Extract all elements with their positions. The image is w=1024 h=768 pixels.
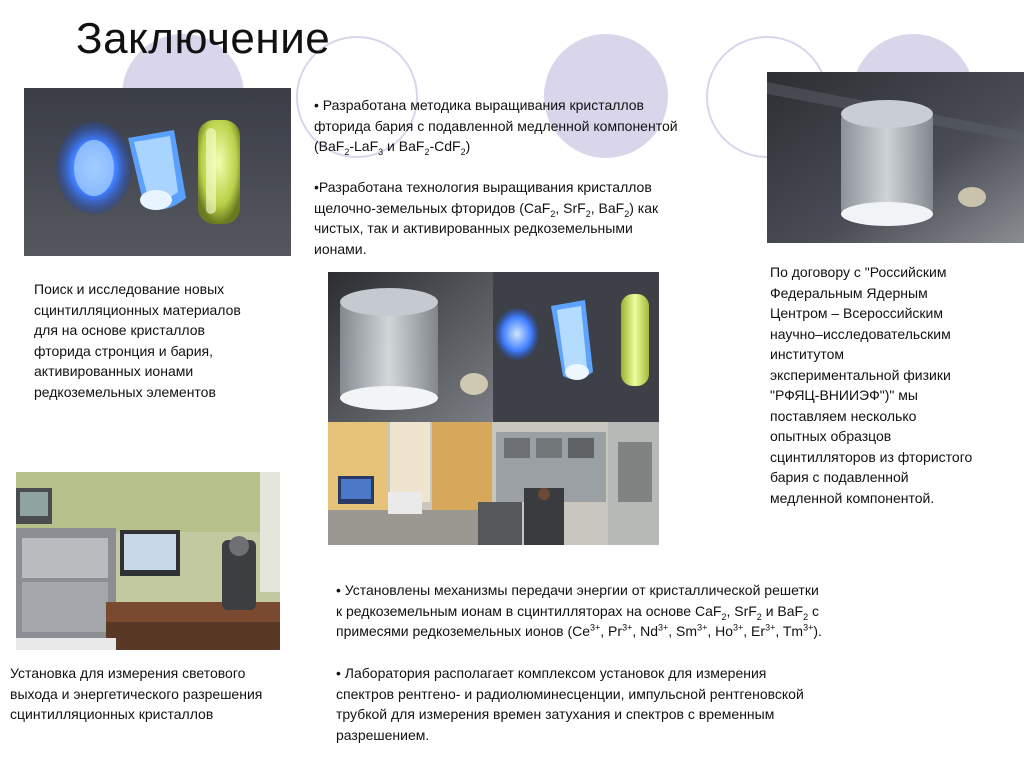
text-line: чистых, так и активированных редкоземельными <box>314 220 633 236</box>
text-line: институтом <box>770 346 845 362</box>
clear-crystal-photo <box>767 72 1024 243</box>
text-line: поставляем несколько <box>770 407 917 424</box>
text-line: Федеральным Ядерным <box>770 284 928 301</box>
contract-caption <box>770 262 1020 508</box>
text-line: сцинтилляторов из фтористого <box>770 448 973 465</box>
page-title: Заключение <box>76 14 331 63</box>
text-line: медленной компонентой. <box>770 489 935 506</box>
text-line: Поиск и исследование новых <box>34 281 225 297</box>
collage-lab-photo <box>328 422 659 545</box>
text-line: • Разработана методика выращивания кристаллов <box>314 97 644 113</box>
text-line: По договору с "Российским <box>770 264 947 280</box>
text-line: • Установлены механизмы передачи энергии от кристаллической решетки <box>336 582 819 598</box>
text-line: Центром – Всероссийским <box>770 305 943 321</box>
bullet-energy-transfer <box>336 580 936 642</box>
research-caption <box>34 279 284 402</box>
text-line: •Разработана технология выращивания кристаллов <box>314 179 652 195</box>
text-line: "РФЯЦ-ВНИИЭФ")" мы <box>770 387 918 403</box>
text-line: разрешением. <box>336 726 430 743</box>
crystals-glow-photo <box>24 88 291 256</box>
text-line: (BaF$_2$-LaF$_3$ и BaF$_2$-CdF$_2$) <box>314 138 471 157</box>
text-line: активированных ионами <box>34 363 194 379</box>
text-line: спектров рентгено- и радиолюминесценции, импульсной рентгеновской <box>336 685 804 702</box>
collage-clear-crystal-photo <box>328 272 493 422</box>
text-line: трубкой для измерения времен затухания и спектров с временным <box>336 706 775 722</box>
text-line: фторида бария с подавленной медленной компонентой <box>314 117 678 134</box>
text-line: редкоземельных элементов <box>34 383 216 400</box>
text-line: Установка для измерения светового <box>10 665 246 681</box>
bullet-method <box>314 95 744 157</box>
text-line: к редкоземельным ионам в сцинтилляторах на основе CaF$_2$, SrF$_2$ и BaF$_2$ с <box>336 602 819 622</box>
text-line: для на основе кристаллов <box>34 322 205 338</box>
collage-crystals-glow-photo <box>493 272 659 422</box>
text-line: примесями редкоземельных ионов ($Ce^{3+}$, $Pr^{3+}$, $Nd^{3+}$, $Sm^{3+}$, $Ho^{3+}$, $Er^{3+}$, $Tm^{3+}$). <box>336 622 822 639</box>
setup-photo <box>16 472 280 650</box>
text-line: щелочно-земельных фторидов (CaF$_2$, SrF$_2$, BaF$_2$) как <box>314 199 659 219</box>
text-line: бария с подавленной <box>770 469 909 485</box>
text-line: экспериментальной физики <box>770 366 951 383</box>
setup-caption <box>10 663 310 725</box>
bullet-laboratory <box>336 663 936 745</box>
text-line: сцинтилляционных кристаллов <box>10 706 214 722</box>
text-line: научно–исследовательским <box>770 325 951 342</box>
text-line: ионами. <box>314 240 367 257</box>
text-line: сцинтилляционных материалов <box>34 301 241 318</box>
text-line: фторида стронция и бария, <box>34 342 213 359</box>
text-line: • Лаборатория располагает комплексом установок для измерения <box>336 665 767 681</box>
text-line: выхода и энергетического разрешения <box>10 685 263 702</box>
bullet-technology <box>314 177 744 259</box>
text-line: опытных образцов <box>770 428 892 444</box>
